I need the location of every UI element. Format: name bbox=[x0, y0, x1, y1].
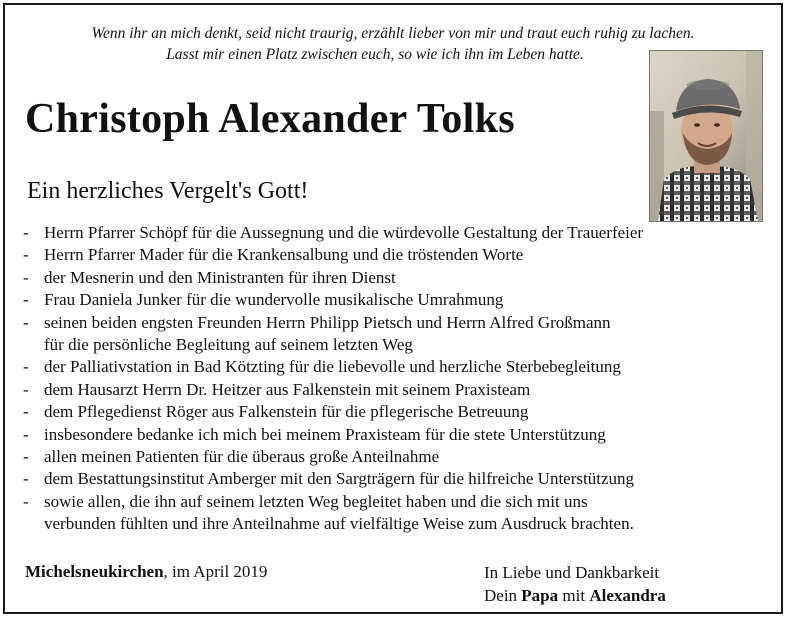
item-text: dem Pflegedienst Röger aus Falkenstein für die pflegerische Betreuung bbox=[44, 402, 529, 422]
item-text: der Palliativstation in Bad Kötzting für die liebevolle und herzliche Sterbebegleitung bbox=[44, 357, 621, 377]
list-bullet: - bbox=[23, 267, 29, 287]
signed-papa: Papa bbox=[521, 585, 559, 605]
portrait-photo bbox=[649, 50, 763, 222]
list-bullet: - bbox=[23, 357, 29, 377]
list-bullet: - bbox=[23, 447, 29, 467]
list-bullet: - bbox=[23, 402, 29, 422]
item-text: Herrn Pfarrer Schöpf für die Aussegnung und die würdevolle Gestaltung der Trauerfeier bbox=[44, 223, 644, 242]
signed-mid: mit bbox=[558, 585, 590, 605]
list-bullet: - bbox=[23, 223, 29, 242]
list-bullet: - bbox=[23, 424, 29, 444]
list-bullet: - bbox=[23, 290, 29, 310]
list-bullet: - bbox=[23, 469, 29, 489]
deceased-name: Christoph Alexander Tolks bbox=[25, 96, 515, 142]
quote-line-2: Lasst mir einen Platz zwischen euch, so wie ich ihn im Leben hatte. bbox=[166, 46, 584, 63]
thanks-list-item bbox=[23, 312, 773, 357]
thanks-list-item bbox=[23, 267, 773, 289]
thanks-list-item bbox=[23, 424, 773, 446]
thanks-list-item bbox=[23, 356, 773, 378]
place-date bbox=[25, 562, 267, 582]
list-bullet: - bbox=[23, 312, 29, 332]
closing-line: In Liebe und Dankbarkeit bbox=[484, 563, 660, 582]
thanks-list-item bbox=[23, 379, 773, 401]
thanks-list-item bbox=[23, 244, 773, 266]
list-bullet: - bbox=[23, 379, 29, 399]
item-text-continued: für die persönliche Begleitung auf seinem letzten Weg bbox=[44, 335, 413, 355]
item-text: Herrn Pfarrer Mader für die Krankensalbung und die tröstenden Worte bbox=[44, 245, 524, 265]
item-text: dem Hausarzt Herrn Dr. Heitzer aus Falkenstein mit seinem Praxisteam bbox=[44, 379, 531, 399]
thanks-list-item bbox=[23, 491, 773, 536]
thanks-list-item bbox=[23, 222, 773, 244]
thanks-list bbox=[23, 222, 773, 536]
item-text: der Mesnerin und den Ministranten für ihren Dienst bbox=[44, 267, 396, 287]
thanks-list-item bbox=[23, 401, 773, 423]
signature-block bbox=[484, 562, 666, 607]
signed-name: Alexandra bbox=[589, 585, 666, 605]
item-text: Frau Daniela Junker für die wundervolle musikalische Umrahmung bbox=[44, 290, 504, 310]
obituary-card bbox=[3, 3, 783, 614]
item-text: seinen beiden engsten Freunden Herrn Philipp Pietsch und Herrn Alfred Großmann bbox=[44, 312, 611, 332]
item-text: sowie allen, die ihn auf seinem letzten Weg begleitet haben und die sich mit uns bbox=[44, 491, 588, 511]
item-text: allen meinen Patienten für die überaus große Anteilnahme bbox=[44, 447, 440, 467]
date-text: , im April 2019 bbox=[163, 562, 268, 581]
list-bullet: - bbox=[23, 491, 29, 511]
thanks-list-item bbox=[23, 446, 773, 468]
item-text: insbesondere bedanke ich mich bei meinem Praxisteam für die stete Unterstützung bbox=[44, 424, 606, 444]
thanks-heading: Ein herzliches Vergelt's Gott! bbox=[27, 178, 309, 204]
list-bullet: - bbox=[23, 245, 29, 265]
place-name: Michelsneukirchen bbox=[25, 562, 164, 581]
signed-by bbox=[484, 585, 666, 608]
signed-prefix: Dein bbox=[484, 585, 522, 605]
item-text-continued: verbunden fühlten und ihre Anteilnahme auf vielfältige Weise zum Ausdruck brachten. bbox=[44, 514, 634, 534]
item-text: dem Bestattungsinstitut Amberger mit den Sargträgern für die hilfreiche Unterstützung bbox=[44, 469, 634, 489]
quote-line-1: Wenn ihr an mich denkt, seid nicht traurig, erzählt lieber von mir und traut euch ruhig zu lachen. bbox=[91, 25, 695, 42]
thanks-list-item bbox=[23, 468, 773, 490]
thanks-list-item bbox=[23, 289, 773, 311]
